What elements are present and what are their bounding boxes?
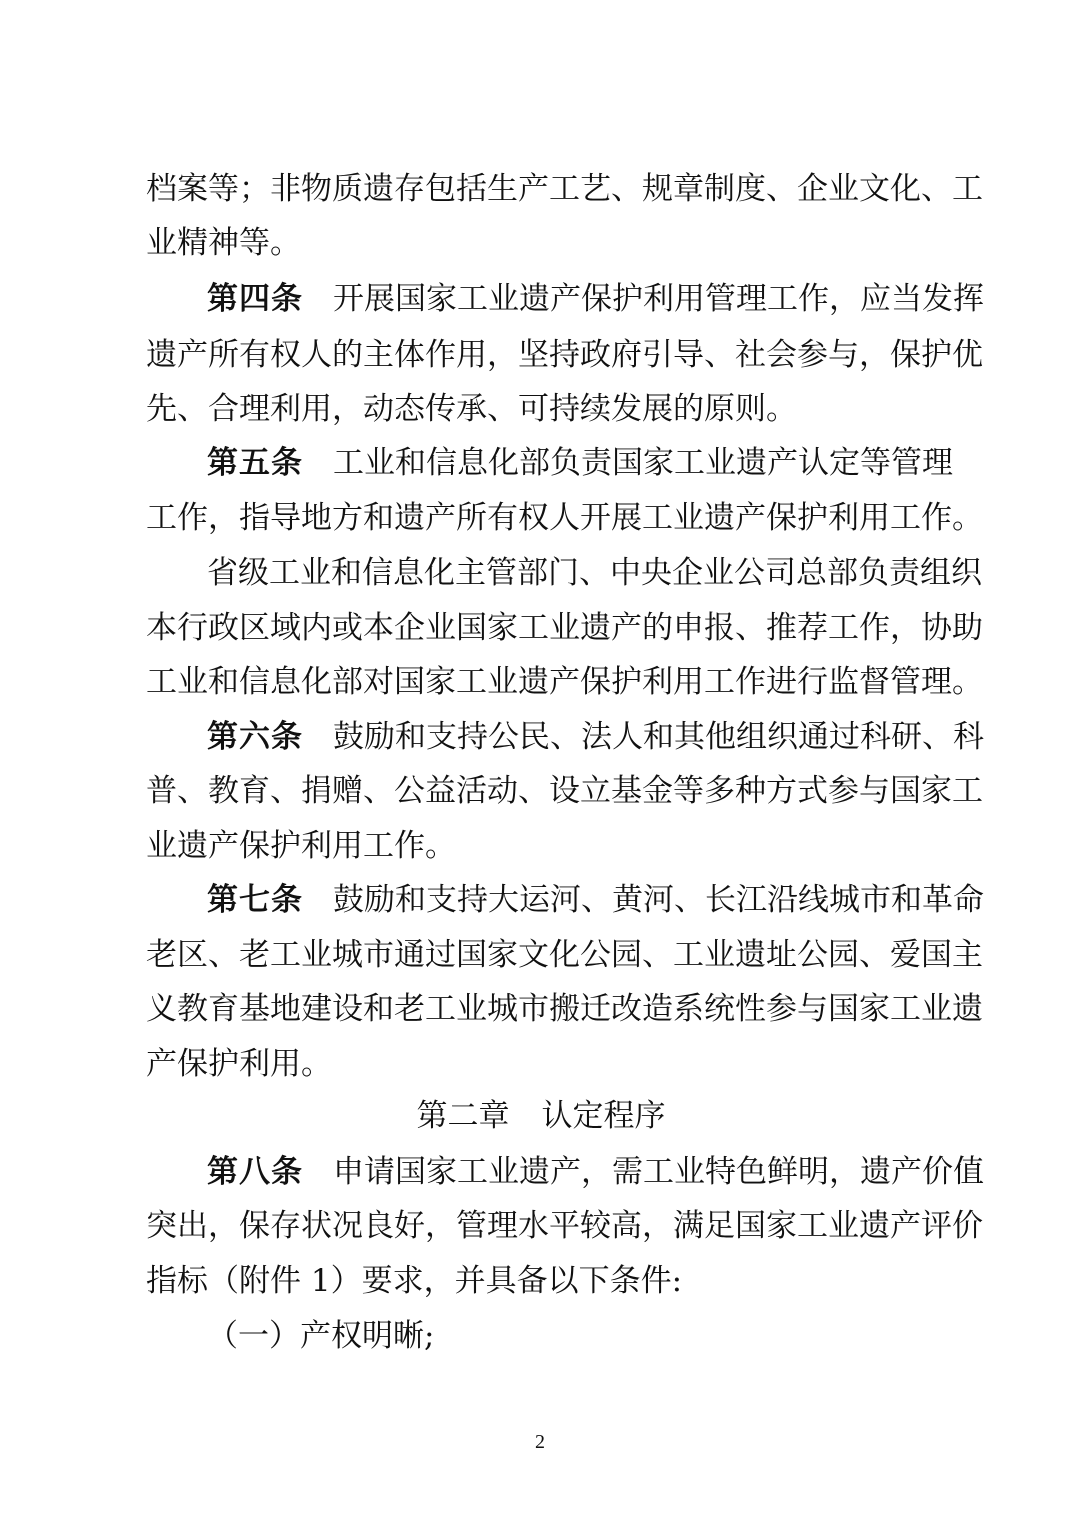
body-line: 工业和信息化部对国家工业遗产保护利用工作进行监督管理。 [146,664,983,700]
article-6-line [207,717,984,757]
paragraph-line: 省级工业和信息化主管部门、中央企业公司总部负责组织 [207,555,982,591]
article-8-line [207,1152,984,1192]
body-line: 档案等；非物质遗存包括生产工艺、规章制度、企业文化、工 [146,171,983,207]
article-4-label: 第四条 [207,281,303,317]
body-line: 先、合理利用，动态传承、可持续发展的原则。 [146,391,797,427]
body-line: 老区、老工业城市通过国家文化公园、工业遗址公园、爱国主 [146,937,983,973]
body-line: 突出，保存状况良好，管理水平较高，满足国家工业遗产评价 [146,1208,983,1244]
article-5-line [207,443,953,483]
body-line: 本行政区域内或本企业国家工业遗产的申报、推荐工作，协助 [146,610,983,646]
body-line: 义教育基地建设和老工业城市搬迁改造系统性参与国家工业遗 [146,991,983,1027]
body-line: 业遗产保护利用工作。 [146,828,456,864]
article-8-text: 申请国家工业遗产，需工业特色鲜明，遗产价值 [333,1154,984,1190]
list-item: （一）产权明晰; [207,1318,435,1354]
article-7-label: 第七条 [207,882,303,918]
article-5-label: 第五条 [207,445,303,481]
article-6-text: 鼓励和支持公民、法人和其他组织通过科研、科 [333,719,984,755]
body-line: 业精神等。 [146,225,301,261]
article-4-text: 开展国家工业遗产保护利用管理工作，应当发挥 [333,281,984,317]
chapter-title: 认定程序 [541,1098,666,1134]
article-6-label: 第六条 [207,719,303,755]
body-line: 普、教育、捐赠、公益活动、设立基金等多种方式参与国家工 [146,773,983,809]
body-line: 遗产所有权人的主体作用，坚持政府引导、社会参与，保护优 [146,337,983,373]
chapter-number: 第二章 [416,1098,510,1134]
article-8-label: 第八条 [207,1154,303,1190]
body-line: 产保护利用。 [146,1046,332,1082]
page-number: 2 [535,1431,545,1453]
article-7-line [207,880,984,920]
body-line: 工作，指导地方和遗产所有权人开展工业遗产保护利用工作。 [146,500,983,536]
chapter-heading [146,1096,936,1136]
article-7-text: 鼓励和支持大运河、黄河、长江沿线城市和革命 [333,882,984,918]
article-4-line [207,279,984,319]
body-line: 指标（附件 1）要求，并具备以下条件: [146,1263,683,1299]
article-5-text: 工业和信息化部负责国家工业遗产认定等管理 [333,445,953,481]
